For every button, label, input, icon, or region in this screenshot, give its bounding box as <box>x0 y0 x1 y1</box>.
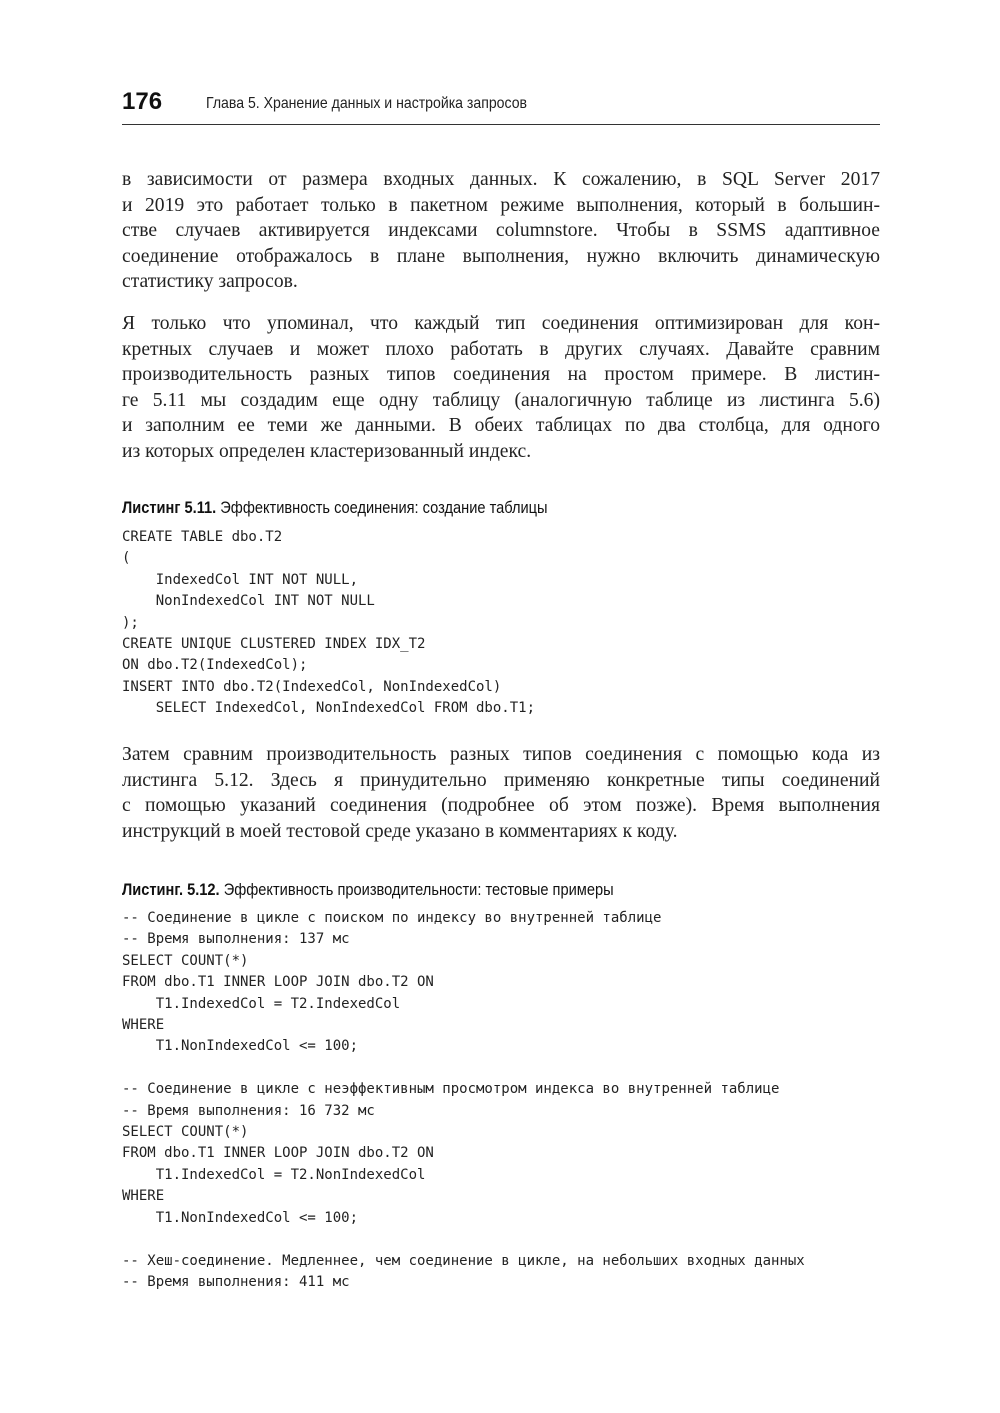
page-number: 176 <box>122 88 163 115</box>
text-line: стве случаев активируется индексами columnstore. Чтобы в SSMS адаптивное <box>122 220 880 241</box>
text-line: листинга 5.12. Здесь я принудительно применяю конкретные типы соединений <box>122 769 880 791</box>
text-line: ге 5.11 мы создадим еще одну таблицу (аналогичную таблице из листинга 5.6) <box>122 389 880 411</box>
code-listing-5-12: -- Соединение в цикле с поиском по индексу во внутренней таблице -- Время выполнения: 137 мс SELECT COUNT(*) FROM dbo.T1 INNER LOOP JOIN dbo.T2 ON T1.IndexedCol = T2.IndexedCol WHERE T1.NonIndexedCol <= 100; -- Соединение в цикле с неэффективным просмотром индекса во внутренней таблице -- Время выполнения: 16 732 мс SELECT COUNT(*) FROM dbo.T1 INNER LOOP JOIN dbo.T2 ON T1.IndexedCol = T2.NonIndexedCol WHERE T1.NonIndexedCol <= 100; -- Хеш-соединение. Медленнее, чем соединение в цикле, на небольших входных данных -- Время выполнения: 411 мс <box>122 910 805 1290</box>
text-line: производительность разных типов соединения на простом примере. В листин- <box>122 364 880 385</box>
text-line: кретных случаев и может плохо работать в других случаях. Давайте сравним <box>122 338 880 360</box>
text-line: статистику запросов. <box>122 271 298 292</box>
listing-label: Листинг 5.11. <box>122 498 217 517</box>
running-head: Глава 5. Хранение данных и настройка запросов <box>206 95 528 112</box>
text-line: инструкций в моей тестовой среде указано в комментариях к коду. <box>122 820 678 842</box>
text-line: и 2019 это работает только в пакетном режиме выполнения, который в большин- <box>122 194 880 216</box>
text-line: в зависимости от размера входных данных. К сожалению, в SQL Server 2017 <box>122 169 880 190</box>
paragraph-join-test <box>122 742 880 844</box>
text-line: с помощью указаний соединения (подробнее об этом позже). Время выполнения <box>122 795 880 816</box>
listing-caption-5-11 <box>122 497 548 519</box>
paragraph-adaptive-join <box>122 167 880 295</box>
listing-title: Эффективность производительности: тестовые примеры <box>223 880 614 899</box>
text-line: соединение отображалось в плане выполнения, нужно включить динамическую <box>122 245 880 267</box>
listing-label: Листинг. 5.12. <box>122 880 220 899</box>
listing-caption-5-12 <box>122 879 614 901</box>
page-header <box>122 86 880 125</box>
text-line: Я только что упоминал, что каждый тип соединения оптимизирован для кон- <box>122 313 880 334</box>
text-line: и заполним ее теми же данными. В обеих таблицах по два столбца, для одного <box>122 415 880 436</box>
text-line: Затем сравним производительность разных типов соединения с помощью кода из <box>122 744 880 765</box>
listing-title: Эффективность соединения: создание таблицы <box>220 498 548 517</box>
code-listing-5-11: CREATE TABLE dbo.T2 ( IndexedCol INT NOT NULL, NonIndexedCol INT NOT NULL ); CREATE UNIQUE CLUSTERED INDEX IDX_T2 ON dbo.T2(IndexedCol); INSERT INTO dbo.T2(IndexedCol, NonIndexedCol) SELECT IndexedCol, NonIndexedCol FROM dbo.T1; <box>122 529 536 717</box>
paragraph-join-comparison <box>122 311 880 464</box>
text-line: из которых определен кластеризованный индекс. <box>122 440 532 462</box>
